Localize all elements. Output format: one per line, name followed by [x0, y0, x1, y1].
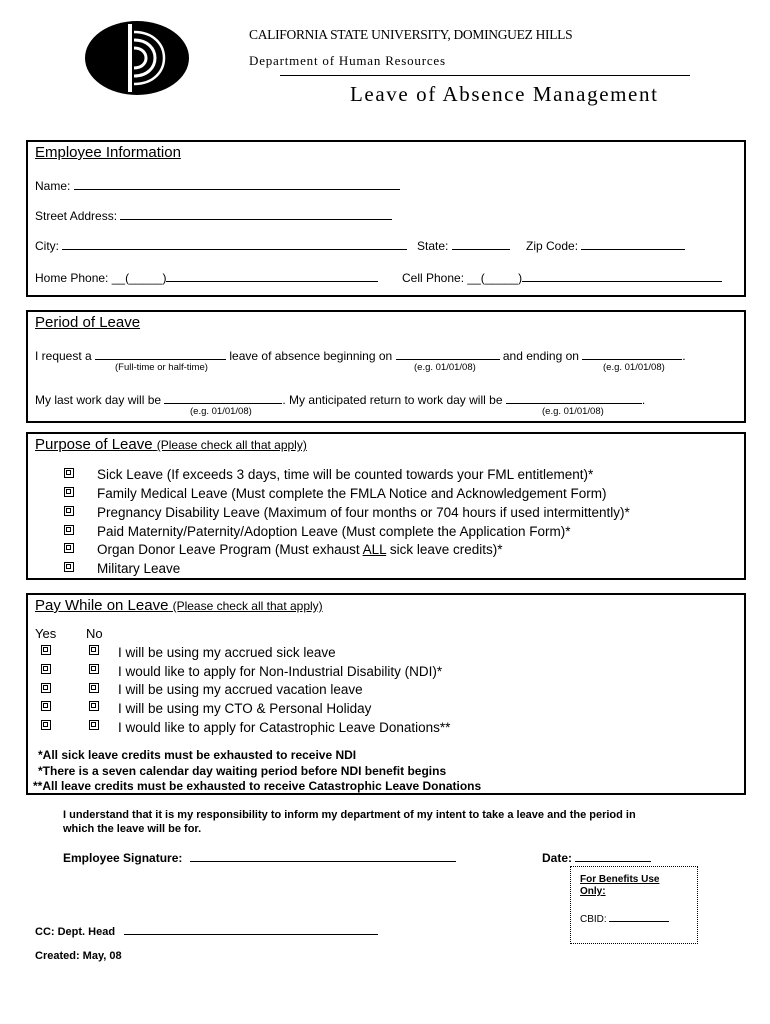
- pay-yes-checkbox-ndi[interactable]: [41, 664, 51, 674]
- last-day-hint: (e.g. 01/01/08): [190, 406, 252, 417]
- cbid-field[interactable]: [609, 911, 669, 922]
- home-phone-row: [35, 269, 378, 285]
- employee-info-heading: Employee Information: [35, 144, 181, 161]
- university-logo: [84, 20, 190, 96]
- street-label: Street Address:: [35, 209, 118, 223]
- pay-no-checkbox-vacation[interactable]: [89, 683, 99, 693]
- last-day-label: My last work day will be: [35, 393, 162, 407]
- university-name: CALIFORNIA STATE UNIVERSITY, DOMINGUEZ HILLS: [249, 27, 573, 42]
- end-date-hint: (e.g. 01/01/08): [603, 362, 665, 373]
- return-day-hint: (e.g. 01/01/08): [542, 406, 604, 417]
- end-date-field[interactable]: [582, 347, 682, 360]
- purpose-checkbox-military[interactable]: [64, 562, 74, 572]
- purpose-checkbox-fml[interactable]: [64, 487, 74, 497]
- yes-column-label: Yes: [35, 626, 57, 641]
- pay-heading-note: (Please check all that apply): [172, 599, 323, 613]
- return-day-field[interactable]: [506, 391, 642, 404]
- last-day-field[interactable]: [164, 391, 282, 404]
- return-label: . My anticipated return to work day will be: [282, 393, 503, 407]
- cell-phone-format: __(_____): [467, 271, 523, 285]
- period-heading: Period of Leave: [35, 314, 141, 331]
- leave-mid-label: leave of absence beginning on: [229, 349, 393, 363]
- leave-type-field[interactable]: [95, 347, 226, 360]
- pay-no-checkbox-ndi[interactable]: [89, 664, 99, 674]
- acknowledgement-line-2: which the leave will be for.: [63, 823, 202, 835]
- signature-field[interactable]: [190, 849, 456, 862]
- department-name: Department of Human Resources: [249, 53, 446, 68]
- pay-option-catastrophic: I would like to apply for Catastrophic Leave Donations**: [118, 720, 451, 735]
- home-phone-label: Home Phone:: [35, 271, 109, 285]
- pay-option-ndi: I would like to apply for Non-Industrial Disability (NDI)*: [118, 664, 443, 679]
- pay-yes-checkbox-vacation[interactable]: [41, 683, 51, 693]
- purpose-heading-text: Purpose of Leave: [35, 436, 153, 453]
- pay-yes-checkbox-catastrophic[interactable]: [41, 720, 51, 730]
- purpose-heading-note: (Please check all that apply): [156, 438, 307, 452]
- organ-prefix: Organ Donor Leave Program (Must exhaust: [97, 542, 363, 557]
- signature-row: [63, 849, 456, 865]
- date-label: Date:: [542, 851, 573, 865]
- purpose-option-maternity: Paid Maternity/Paternity/Adoption Leave (Must complete the Application Form)*: [97, 524, 571, 539]
- city-row: [35, 237, 407, 253]
- return-period: .: [641, 393, 646, 407]
- purpose-option-organ: [97, 542, 502, 557]
- last-day-row: [35, 391, 645, 407]
- purpose-heading: [35, 436, 307, 453]
- request-period: .: [682, 349, 686, 363]
- no-column-label: No: [86, 626, 103, 641]
- pay-option-vacation: I will be using my accrued vacation leave: [118, 682, 363, 697]
- name-label: Name:: [35, 179, 71, 193]
- request-row: [35, 347, 686, 363]
- created-date: Created: May, 08: [35, 950, 122, 962]
- acknowledgement-line-1: I understand that it is my responsibility to inform my department of my intent to take a leave and the period in: [63, 809, 636, 821]
- street-field[interactable]: [120, 207, 392, 220]
- pay-no-checkbox-sick[interactable]: [89, 645, 99, 655]
- pay-option-cto: I will be using my CTO & Personal Holiday: [118, 701, 372, 716]
- begin-date-field[interactable]: [396, 347, 500, 360]
- pay-option-sick: I will be using my accrued sick leave: [118, 645, 336, 660]
- cell-phone-row: [402, 269, 722, 285]
- pay-heading-text: Pay While on Leave: [35, 597, 169, 614]
- state-label: State:: [417, 239, 449, 253]
- pay-note-waiting: *There is a seven calendar day waiting period before NDI benefit begins: [38, 764, 447, 778]
- purpose-option-fml: Family Medical Leave (Must complete the FMLA Notice and Acknowledgement Form): [97, 486, 607, 501]
- purpose-option-sick: Sick Leave (If exceeds 3 days, time will be counted towards your FML entitlement)*: [97, 467, 594, 482]
- zip-field[interactable]: [581, 237, 685, 250]
- city-label: City:: [35, 239, 59, 253]
- cc-row: [35, 922, 378, 938]
- state-row: [417, 237, 510, 253]
- pay-heading: [35, 597, 323, 614]
- purpose-option-military: Military Leave: [97, 561, 181, 576]
- cell-phone-field[interactable]: [522, 269, 722, 282]
- date-field[interactable]: [575, 849, 651, 862]
- request-prefix: I request a: [35, 349, 92, 363]
- name-row: [35, 177, 400, 193]
- benefits-title-2: Only:: [580, 886, 606, 897]
- pay-yes-checkbox-sick[interactable]: [41, 645, 51, 655]
- cbid-row: [580, 911, 669, 925]
- header-rule: [280, 75, 690, 76]
- cbid-label: CBID:: [580, 914, 607, 925]
- organ-all: ALL: [362, 542, 387, 557]
- purpose-checkbox-maternity[interactable]: [64, 525, 74, 535]
- state-field[interactable]: [452, 237, 510, 250]
- begin-date-hint: (e.g. 01/01/08): [414, 362, 476, 373]
- organ-suffix: sick leave credits)*: [386, 542, 503, 557]
- city-field[interactable]: [62, 237, 407, 250]
- zip-label: Zip Code:: [526, 239, 579, 253]
- pay-note-catastrophic: **All leave credits must be exhausted to receive Catastrophic Leave Donations: [33, 779, 482, 793]
- ending-label: and ending on: [502, 349, 579, 363]
- leave-type-hint: (Full-time or half-time): [115, 362, 208, 373]
- home-phone-format: __(_____): [111, 271, 167, 285]
- purpose-option-pregnancy: Pregnancy Disability Leave (Maximum of four months or 704 hours if used intermittently)*: [97, 505, 630, 520]
- page-title: Leave of Absence Management: [350, 82, 659, 106]
- pay-note-ndi: *All sick leave credits must be exhausted to receive NDI: [38, 748, 357, 762]
- cell-phone-label: Cell Phone:: [402, 271, 465, 285]
- purpose-checkbox-pregnancy[interactable]: [64, 506, 74, 516]
- cc-field[interactable]: [124, 922, 378, 935]
- purpose-checkbox-sick[interactable]: [64, 468, 74, 478]
- benefits-title-1: For Benefits Use: [580, 874, 660, 885]
- pay-no-checkbox-catastrophic[interactable]: [89, 720, 99, 730]
- name-field[interactable]: [74, 177, 400, 190]
- zip-row: [526, 237, 685, 253]
- home-phone-field[interactable]: [166, 269, 378, 282]
- purpose-checkbox-organ[interactable]: [64, 543, 74, 553]
- signature-label: Employee Signature:: [63, 851, 183, 865]
- cc-label: CC: Dept. Head: [35, 926, 116, 938]
- pay-yes-checkbox-cto[interactable]: [41, 701, 51, 711]
- date-row: [542, 849, 651, 865]
- pay-no-checkbox-cto[interactable]: [89, 701, 99, 711]
- street-row: [35, 207, 392, 223]
